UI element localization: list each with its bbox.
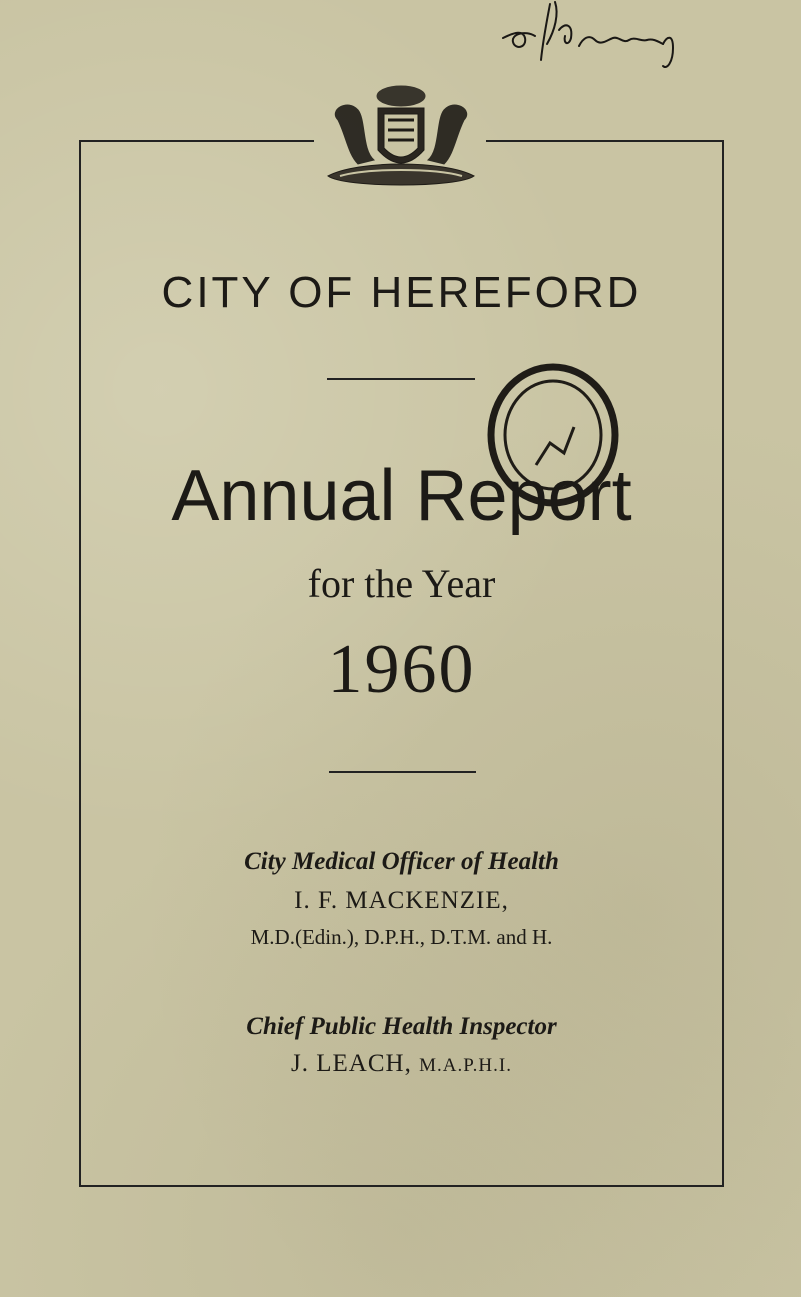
officer-name: J. LEACH,: [291, 1050, 412, 1077]
officer-qualifications: M.A.P.H.I.: [419, 1055, 512, 1076]
officer-name: I. F. MACKENZIE,: [294, 887, 509, 914]
divider-rule: [329, 771, 476, 773]
report-year: 1960: [327, 631, 476, 708]
officer-role: Chief Public Health Inspector: [246, 1013, 557, 1040]
divider-rule: [327, 378, 475, 380]
handwritten-signature: [495, 0, 695, 85]
city-title: CITY OF HEREFORD: [161, 268, 642, 317]
report-subtitle: for the Year: [307, 561, 496, 606]
officer-qualifications: M.D.(Edin.), D.P.H., D.T.M. and H.: [250, 925, 553, 949]
report-title: Annual Report: [171, 456, 632, 536]
officer-name-line: [79, 1050, 724, 1078]
officer-role: City Medical Officer of Health: [244, 848, 559, 875]
